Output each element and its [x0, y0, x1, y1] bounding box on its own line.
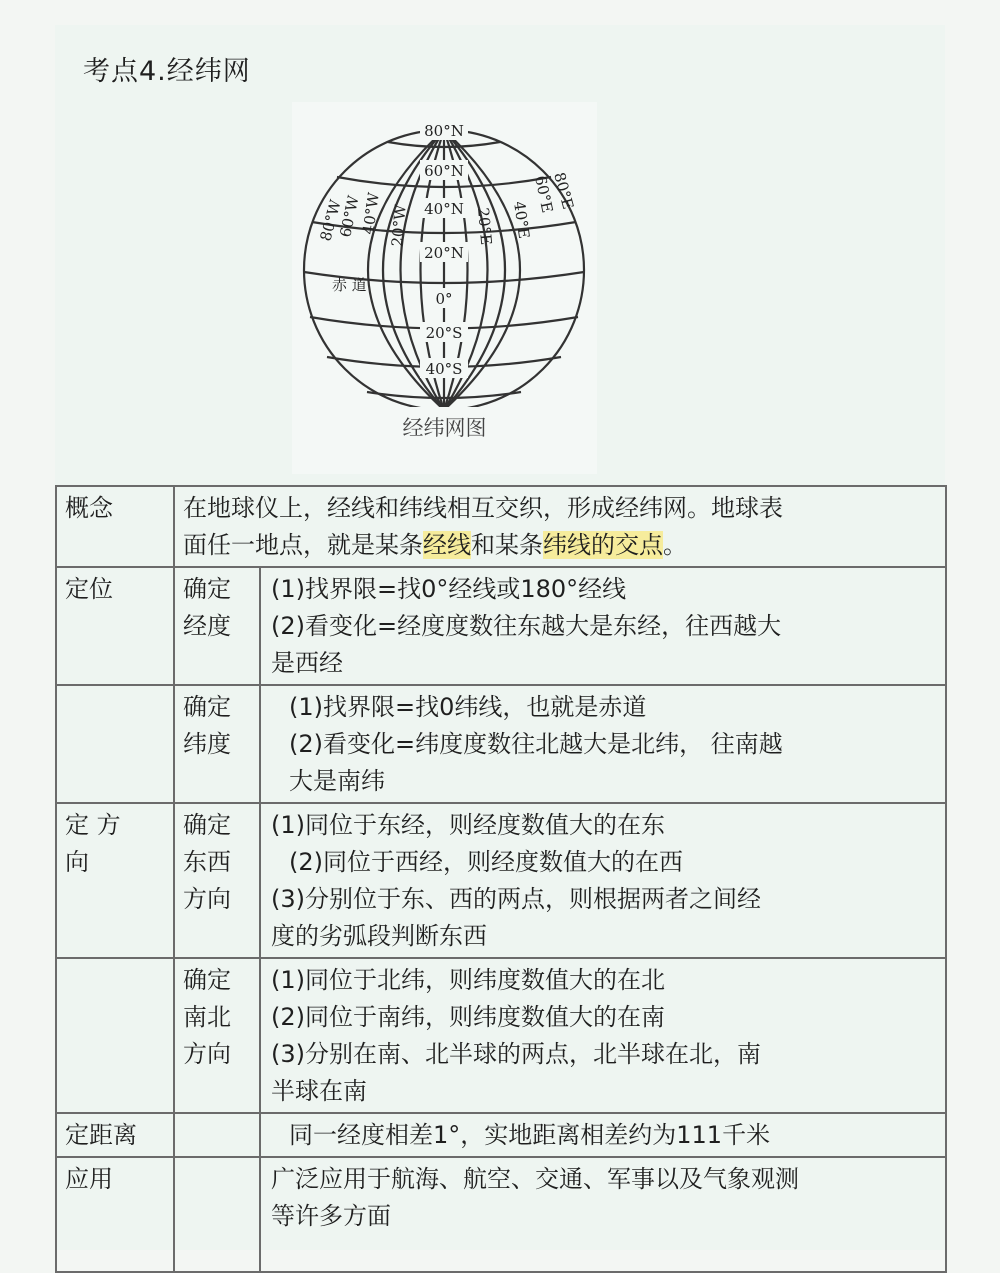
table-row — [56, 1157, 946, 1272]
page-title: 考点4.经纬网 — [83, 56, 251, 87]
longitude-notes: (1)找界限=找0°经线或180°经线 (2)看变化=经度度数往东越大是东经，往西越大 是西经 — [260, 567, 946, 685]
table-row — [56, 567, 946, 685]
north-south-notes: (1)同位于北纬，则纬度数值大的在北 (2)同位于南纬，则纬度数值大的在南 (3)分别在南、北半球的两点，北半球在北，南 半球在南 — [260, 958, 946, 1113]
lon-label: 20°W — [388, 203, 410, 248]
equator-label: 赤 道 — [332, 276, 367, 294]
east-west-notes: (1)同位于东经，则经度数值大的在东 (2)同位于西经，则经度数值大的在西 (3)分别位于东、西的两点，则根据两者之间经 度的劣弧段判断东西 — [260, 803, 946, 958]
lon-label: 20°E — [474, 206, 496, 246]
sub-label: 确定 纬度 — [174, 685, 260, 803]
concept-text: 在地球仪上，经线和纬线相互交织，形成经纬网。地球表 面任一地点，就是某条经线和某条纬线的交点。 — [174, 486, 946, 567]
sub-label: 确定 南北 方向 — [174, 958, 260, 1113]
sub-label — [174, 1113, 260, 1157]
graticule-figure — [292, 102, 597, 474]
figure-caption: 经纬网图 — [402, 416, 487, 440]
table-row — [56, 958, 946, 1113]
lon-label: 80°E — [550, 170, 578, 212]
lat-label: 60°N — [424, 162, 464, 180]
application-notes: 广泛应用于航海、航空、交通、军事以及气象观测 等许多方面 — [260, 1157, 946, 1272]
table-row — [56, 803, 946, 958]
row-label: 概念 — [56, 486, 174, 567]
lon-label: 60°E — [531, 174, 557, 215]
lat-label: 20°N — [424, 244, 464, 262]
row-label: 应用 — [56, 1157, 174, 1272]
row-label: 定位 — [56, 567, 174, 685]
distance-notes: 同一经度相差1°，实地距离相差约为111千米 — [260, 1113, 946, 1157]
row-label: 定距离 — [56, 1113, 174, 1157]
sub-label — [174, 1157, 260, 1272]
lon-label: 40°E — [510, 200, 534, 240]
globe-diagram — [292, 102, 597, 407]
sub-label: 确定 东西 方向 — [174, 803, 260, 958]
row-label — [56, 958, 174, 1113]
lat-label: 20°S — [425, 324, 463, 342]
lat-label: 40°N — [424, 200, 464, 218]
latitude-notes: (1)找界限=找0纬线，也就是赤道 (2)看变化=纬度度数往北越大是北纬， 往南越 大是南纬 — [260, 685, 946, 803]
row-label — [56, 685, 174, 803]
lat-label: 40°S — [425, 360, 463, 378]
table-row — [56, 486, 946, 567]
table-row — [56, 1113, 946, 1157]
note-page — [55, 25, 945, 1250]
lat-label: 80°N — [424, 122, 464, 140]
notes-table — [55, 485, 947, 1273]
lon-label: 40°W — [359, 191, 383, 236]
lon-label: 60°W — [336, 193, 363, 239]
lon-label: 80°W — [316, 197, 345, 244]
sub-label: 确定 经度 — [174, 567, 260, 685]
lat-label: 0° — [435, 290, 453, 308]
table-row — [56, 685, 946, 803]
row-label: 定 方 向 — [56, 803, 174, 958]
